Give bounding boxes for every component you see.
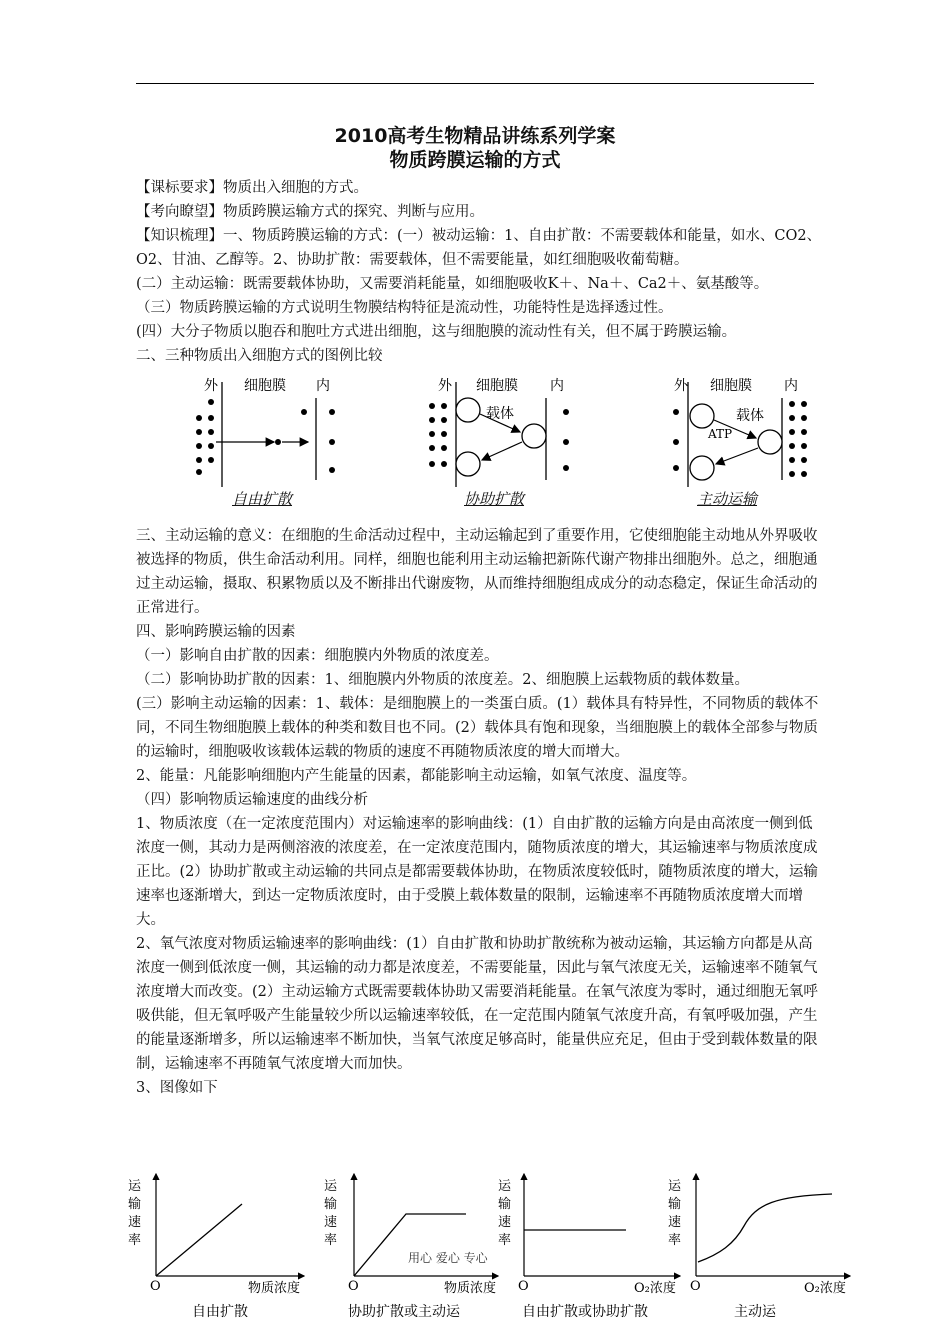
outside-label: 外	[204, 378, 218, 394]
carrier-label: 载体	[486, 406, 514, 422]
x-axis-label: 物质浓度	[248, 1281, 301, 1296]
paragraph: （一）影响自由扩散的因素：细胞膜内外物质的浓度差。	[136, 648, 499, 664]
y-label-char: 输	[668, 1197, 682, 1212]
y-label-char: 速	[668, 1215, 682, 1230]
paragraph: 【课标要求】物质出入细胞的方式。	[136, 180, 368, 196]
paragraph: 【考向瞭望】物质跨膜运输方式的探究、判断与应用。	[136, 204, 484, 220]
active-transport-panel	[673, 377, 807, 487]
y-label-char: 率	[324, 1233, 338, 1248]
outside-label: 外	[438, 378, 452, 394]
y-label-char: 速	[128, 1215, 142, 1230]
x-axis-label: O₂浓度	[634, 1281, 676, 1296]
rate-graphs	[120, 1168, 870, 1338]
carrier-label: 载体	[736, 408, 764, 424]
y-label-char: 运	[668, 1179, 682, 1194]
membrane-label: 细胞膜	[476, 378, 518, 394]
paragraph: （四）影响物质运输速度的曲线分析	[136, 792, 368, 808]
inside-label: 内	[784, 378, 798, 394]
page-title: 2010高考生物精品讲练系列学案	[334, 125, 616, 147]
y-label-char: 速	[498, 1215, 512, 1230]
paragraph: 三、主动运输的意义：在细胞的生命活动过程中，主动运输起到了重要作用，它使细胞能主动地从外界吸收被选择的物质，供生命活动利用。同样，细胞也能利用主动运输把新陈代谢产物排出细胞外。总之，细胞通过主动运输，摄取、积累物质以及不断排出代谢废物，从而维持细胞组成成分的动态稳定，保证生命活动的正常进行。	[136, 528, 818, 616]
watermark: 用心 爱心 专心	[408, 1251, 488, 1265]
paragraph: 3、图像如下	[136, 1080, 218, 1096]
paragraph: （二）影响协助扩散的因素：1、细胞膜内外物质的浓度差。2、细胞膜上运载物质的载体数量。	[136, 672, 749, 688]
paragraph: 【知识梳理】一、物质跨膜运输的方式：(一）被动运输：1、自由扩散：不需要载体和能量，如水、CO2、O2、甘油、乙醇等。2、协助扩散：需要载体，但不需要能量，如红细胞吸收葡萄糖。	[136, 228, 822, 268]
graph-caption: 主动运	[734, 1304, 776, 1320]
paragraph: （三）物质跨膜运输的方式说明生物膜结构特征是流动性，功能特性是选择透过性。	[136, 300, 673, 316]
text-section-1	[136, 176, 826, 368]
origin-label: O	[690, 1279, 701, 1294]
y-label-char: 运	[324, 1179, 338, 1194]
paragraph: 2、氧气浓度对物质运输速率的影响曲线：(1）自由扩散和协助扩散统称为被动运输，其运输方向都是从高浓度一侧到低浓度一侧，其运输的动力都是浓度差，不需要能量，因此与氧气浓度无关，运输速率不随氧气浓度增大而改变。(2）主动运输方式既需要载体协助又需要消耗能量。在氧气浓度为零时，通过细胞无氧呼吸供能，但无氧呼吸产生能量较少所以运输速率较低，在一定范围内随氧气浓度升高，有氧呼吸加强，产生的能量逐渐增多，所以运输速率不断加快，当氧气浓度足够高时，能量供应充足，但由于受到载体数量的限制，运输速率不再随氧气浓度增大而加快。	[136, 936, 818, 1072]
free-diffusion-panel	[196, 377, 335, 487]
membrane-label: 细胞膜	[244, 378, 286, 394]
paragraph: (四）大分子物质以胞吞和胞吐方式进出细胞，这与细胞膜的流动性有关，但不属于跨膜运输。	[136, 324, 737, 340]
paragraph: 2、能量：凡能影响细胞内产生能量的因素，都能影响主动运输，如氧气浓度、温度等。	[136, 768, 697, 784]
origin-label: O	[348, 1279, 359, 1294]
origin-label: O	[518, 1279, 529, 1294]
inside-label: 内	[550, 378, 564, 394]
y-label-char: 输	[324, 1197, 338, 1212]
caption-active-transport: 主动运输	[697, 490, 758, 508]
y-label-char: 率	[498, 1233, 512, 1248]
graph-facilitated-vs-concentration	[324, 1174, 498, 1320]
paragraph: 二、三种物质出入细胞方式的图例比较	[136, 348, 383, 364]
graph-caption: 自由扩散或协助扩散	[522, 1304, 648, 1320]
y-label-char: 率	[668, 1233, 682, 1248]
graph-caption: 自由扩散	[192, 1304, 248, 1320]
y-label-char: 输	[498, 1197, 512, 1212]
origin-label: O	[150, 1279, 161, 1294]
graph-passive-vs-oxygen	[498, 1174, 680, 1320]
y-label-char: 输	[128, 1197, 142, 1212]
inside-label: 内	[316, 378, 330, 394]
graph-caption: 协助扩散或主动运	[348, 1304, 460, 1320]
paragraph: (三）影响主动运输的因素：1、载体：是细胞膜上的一类蛋白质。(1）载体具有特异性，不同物质的载体不同，不同生物细胞膜上载体的种类和数目也不同。(2）载体具有饱和现象，当细胞膜上的载体全部参与物质的运输时，细胞吸收该载体运载的物质的速度不再随物质浓度的增大而增大。	[136, 696, 819, 760]
caption-facilitated-diffusion: 协助扩散	[464, 490, 525, 508]
graph-active-vs-oxygen	[668, 1174, 850, 1320]
membrane-label: 细胞膜	[710, 378, 752, 394]
graph-free-diffusion-vs-concentration	[128, 1174, 304, 1320]
atp-label: ATP	[708, 427, 733, 441]
y-label-char: 运	[128, 1179, 142, 1194]
y-label-char: 速	[324, 1215, 338, 1230]
outside-label: 外	[674, 378, 688, 394]
text-section-2	[136, 524, 826, 1100]
facilitated-diffusion-panel	[429, 377, 569, 487]
y-label-char: 运	[498, 1179, 512, 1194]
paragraph: (二）主动运输：既需要载体协助，又需要消耗能量，如细胞吸收K＋、Na＋、Ca2＋、氨基酸等。	[136, 276, 769, 292]
header-rule	[136, 83, 814, 84]
y-label-char: 率	[128, 1233, 142, 1248]
x-axis-label: 物质浓度	[444, 1281, 497, 1296]
caption-free-diffusion: 自由扩散	[232, 490, 293, 508]
page-subtitle: 物质跨膜运输的方式	[389, 149, 561, 171]
paragraph: 1、物质浓度（在一定浓度范围内）对运输速率的影响曲线：(1）自由扩散的运输方向是由高浓度一侧到低浓度一侧，其动力是两侧溶液的浓度差，在一定浓度范围内，随物质浓度的增大，其运输速率与物质浓度成正比。(2）协助扩散或主动运输的共同点是都需要载体协助，在物质浓度较低时，随物质浓度的增大，运输速率也逐渐增大，到达一定物质浓度时，由于受膜上载体数量的限制，运输速率不再随物质浓度增大而增大。	[136, 816, 818, 928]
x-axis-label: O₂浓度	[804, 1281, 846, 1296]
paragraph: 四、影响跨膜运输的因素	[136, 624, 296, 640]
